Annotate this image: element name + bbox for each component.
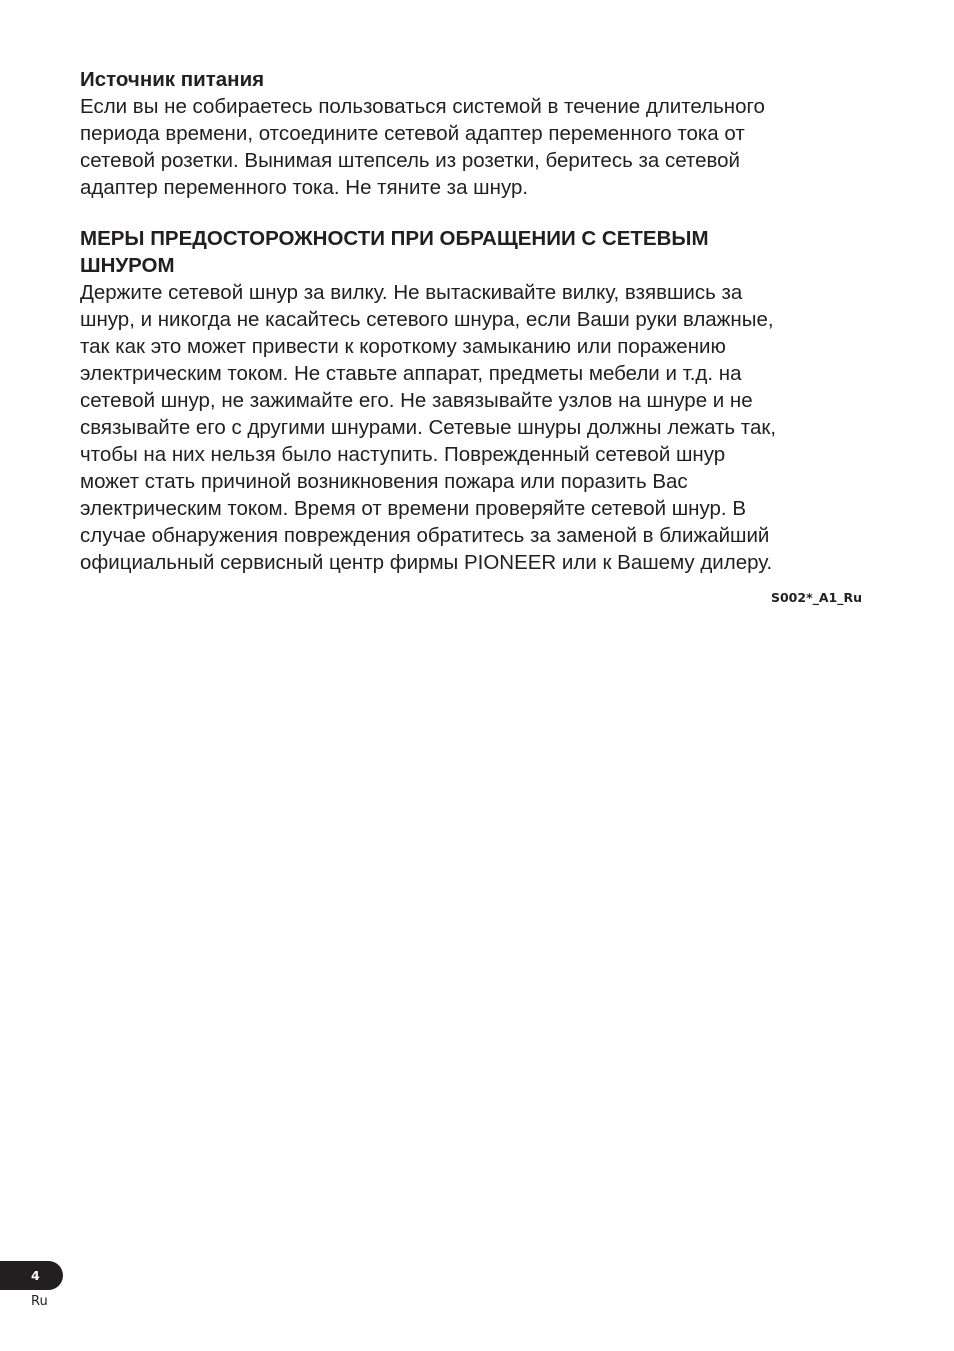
power-source-section [80, 66, 870, 201]
heading-line: ШНУРОМ [80, 254, 175, 277]
power-cord-section [80, 225, 870, 576]
page-number-tab [0, 1261, 63, 1290]
paragraph-line: связывайте его с другими шнурами. Сетевые шнуры должны лежать так, [80, 416, 777, 439]
paragraph-line: чтобы на них нельзя было наступить. Поврежденный сетевой шнур [80, 443, 726, 466]
paragraph-line: Если вы не собираетесь пользоваться системой в течение длительного [80, 95, 765, 118]
paragraph-line: сетевой розетки. Вынимая штепсель из розетки, беритесь за сетевой [80, 149, 740, 172]
paragraph-line: может стать причиной возникновения пожара или поразить Вас [80, 470, 688, 493]
paragraph-line: адаптер переменного тока. Не тяните за шнур. [80, 176, 529, 199]
power-cord-heading [80, 225, 870, 279]
paragraph-line: периода времени, отсоедините сетевой адаптер переменного тока от [80, 122, 745, 145]
paragraph-line: Держите сетевой шнур за вилку. Не вытаскивайте вилку, взявшись за [80, 281, 743, 304]
document-code: S002*_A1_Ru [770, 590, 862, 605]
paragraph-line: шнур, и никогда не касайтесь сетевого шнура, если Ваши руки влажные, [80, 308, 774, 331]
page-number: 4 [31, 1268, 40, 1283]
paragraph-line: официальный сервисный центр фирмы PIONEER или к Вашему дилеру. [80, 551, 773, 574]
heading-line: МЕРЫ ПРЕДОСТОРОЖНОСТИ ПРИ ОБРАЩЕНИИ С СЕТЕВЫМ [80, 227, 709, 250]
power-cord-paragraph [80, 279, 870, 576]
power-source-heading: Источник питания [80, 68, 265, 91]
power-source-paragraph [80, 93, 870, 201]
paragraph-line: так как это может привести к короткому замыканию или поражению [80, 335, 726, 358]
language-label: Ru [31, 1294, 48, 1309]
page-content [80, 66, 870, 576]
paragraph-line: электрическим током. Время от времени проверяйте сетевой шнур. В [80, 497, 746, 520]
paragraph-line: электрическим током. Не ставьте аппарат, предметы мебели и т.д. на [80, 362, 742, 385]
paragraph-line: случае обнаружения повреждения обратитесь за заменой в ближайший [80, 524, 770, 547]
paragraph-line: сетевой шнур, не зажимайте его. Не завязывайте узлов на шнуре и не [80, 389, 753, 412]
